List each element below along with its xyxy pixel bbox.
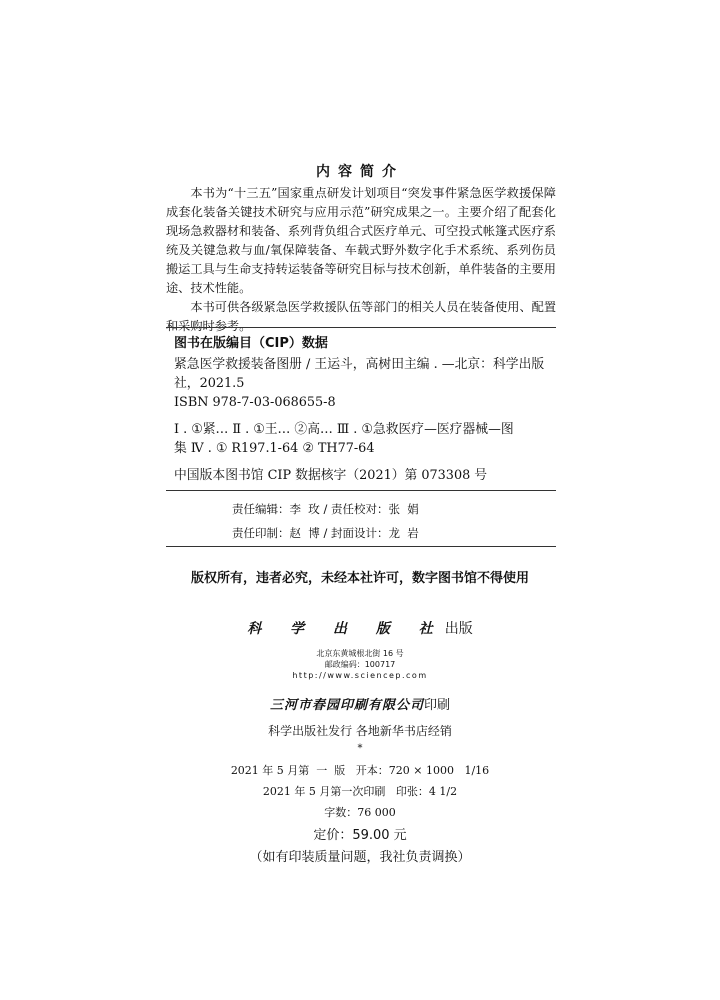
- cip-line-1: 紧急医学救援装备图册 / 王运斗，高树田主编 . —北京：科学出版: [174, 357, 545, 372]
- editors-block: [232, 497, 552, 545]
- cip-record: [174, 355, 550, 412]
- divider-bottom: [166, 546, 556, 547]
- copyright-notice: 版权所有，违者必究，未经本社许可，数字图书馆不得使用: [190, 571, 529, 586]
- price-label: 定价：59.00 元: [313, 828, 407, 843]
- printer-name: 三河市春园印刷有限公司: [269, 698, 424, 713]
- publisher-suffix: 出版: [444, 621, 473, 637]
- cip-classification: [174, 420, 550, 458]
- cip-heading: 图书在版编目（CIP）数据: [174, 336, 328, 351]
- editors-row-2: 责任印制：赵 博 / 封面设计：龙 岩: [232, 526, 419, 540]
- separator-asterisk: *: [357, 743, 363, 754]
- printer-suffix: 印刷: [424, 698, 451, 713]
- cip-line-3: ISBN 978-7-03-068655-8: [174, 395, 336, 410]
- spec-edition: 2021 年 5 月第 一 版 开本：720 × 1000 1/16: [230, 764, 490, 777]
- publisher-address: 北京东黄城根北街 16 号: [316, 649, 404, 658]
- intro-text: [166, 184, 556, 336]
- intro-paragraph-2: 本书可供各级紧急医学救援队伍等部门的相关人员在装备使用、配置和采购时参考。: [166, 300, 557, 333]
- publisher-contact: [0, 648, 720, 681]
- publisher-line: [0, 618, 720, 638]
- quality-notice: （如有印装质量问题，我社负责调换）: [249, 850, 471, 865]
- divider-middle: [166, 490, 556, 491]
- spec-printing: 2021 年 5 月第一次印刷 印张：4 1/2: [262, 785, 458, 798]
- distribution-line: 科学出版社发行 各地新华书店经销: [268, 724, 452, 738]
- editors-row-1: 责任编辑：李 玫 / 责任校对：张 娟: [232, 502, 419, 516]
- publisher-logo-text: 科 学 出 版 社: [247, 621, 445, 637]
- intro-title: 内容简介: [316, 164, 404, 180]
- publisher-url: http://www.sciencep.com: [292, 671, 428, 680]
- publisher-postcode: 邮政编码：100717: [324, 660, 396, 669]
- divider-top: [166, 327, 556, 328]
- printer-line: [0, 694, 720, 713]
- cip-line-2: 社，2021.5: [174, 376, 245, 391]
- cip-number: [174, 466, 550, 485]
- cip-line-5: 集 Ⅳ . ① R197.1-64 ② TH77-64: [174, 441, 375, 456]
- spec-words: 字数：76 000: [324, 806, 396, 819]
- intro-paragraph-1: 本书为“十三五”国家重点研发计划项目“突发事件紧急医学救援保障成套化装备关键技术研究与应用示范”研究成果之一。主要介绍了配套化现场急救器材和装备、系列背负组合式医疗单元、可空投式帐篷式医疗系统及关键急救与血/氧保障装备、车载式野外数字化手术系统、系列伤员搬运工具与生命支持转运装备等研究目标与技术创新，单件装备的主要用途、技术性能。: [166, 186, 556, 295]
- cip-line-4: Ⅰ . ①紧… Ⅱ . ①王… ②高… Ⅲ . ①急救医疗—医疗器械—图: [174, 422, 514, 437]
- cip-line-6: 中国版本图书馆 CIP 数据核字（2021）第 073308 号: [174, 468, 488, 483]
